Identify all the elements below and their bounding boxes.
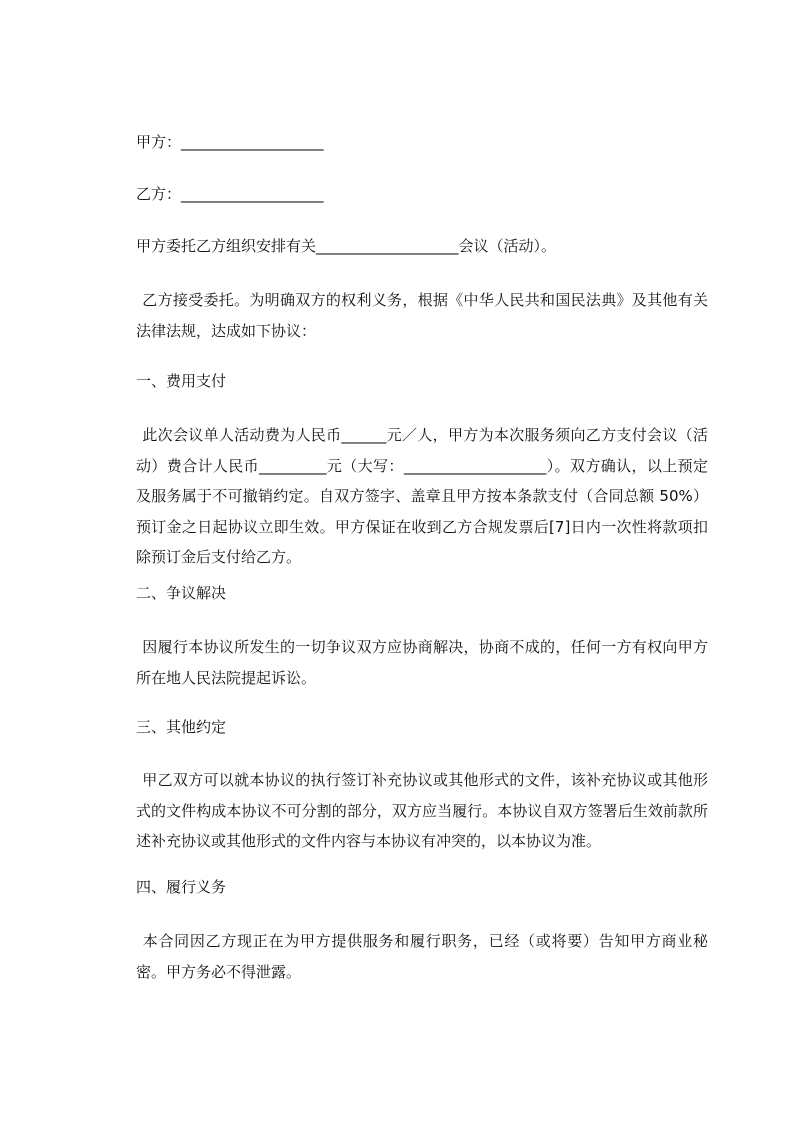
party-b-label: 乙方：	[136, 185, 182, 203]
section-1-body	[136, 420, 708, 573]
section-2-body	[136, 632, 708, 693]
party-a-blank: ___________________	[181, 133, 324, 151]
party-a-line	[136, 131, 324, 153]
party-a-label: 甲方：	[136, 133, 182, 151]
section-4-body-text: 本合同因乙方现正在为甲方提供服务和履行职务，已经（或将要）告知甲方商业秘密。甲方务必不得泄露。	[136, 932, 708, 981]
section-1-body-text: 此次会议单人活动费为人民币______元／人，甲方为本次服务须向乙方支付会议（活动）费合计人民币_________元（大写：___________________）。双方确认，以上预定及服务属于不可撤销约定。自双方签字、盖章且甲方按本条款支付（合同总额 50%）预订金之日起协议立即生效。甲方保证在收到乙方合规发票后[7]日内一次性将款项扣除预订金后支付给乙方。	[136, 426, 708, 566]
intro-line: 甲方委托乙方组织安排有关___________________会议（活动）。	[136, 237, 557, 255]
section-4-body	[136, 926, 708, 987]
accept-paragraph	[136, 285, 708, 346]
section-1-heading: 一、费用支付	[136, 372, 227, 390]
party-b-line	[136, 183, 324, 205]
section-3-heading: 三、其他约定	[136, 718, 227, 736]
section-2-heading: 二、争议解决	[136, 584, 227, 602]
section-4-heading: 四、履行义务	[136, 878, 227, 896]
accept-paragraph-text: 乙方接受委托。为明确双方的权利义务，根据《中华人民共和国民法典》及其他有关法律法规，达成如下协议：	[136, 291, 708, 340]
section-2-body-text: 因履行本协议所发生的一切争议双方应协商解决，协商不成的，任何一方有权向甲方所在地人民法院提起诉讼。	[136, 638, 708, 687]
section-3-body	[136, 765, 708, 857]
party-b-blank: ___________________	[181, 185, 324, 203]
section-3-body-text: 甲乙双方可以就本协议的执行签订补充协议或其他形式的文件，该补充协议或其他形式的文件构成本协议不可分割的部分，双方应当履行。本协议自双方签署后生效前款所述补充协议或其他形式的文件内容与本协议有冲突的，以本协议为准。	[136, 771, 708, 850]
